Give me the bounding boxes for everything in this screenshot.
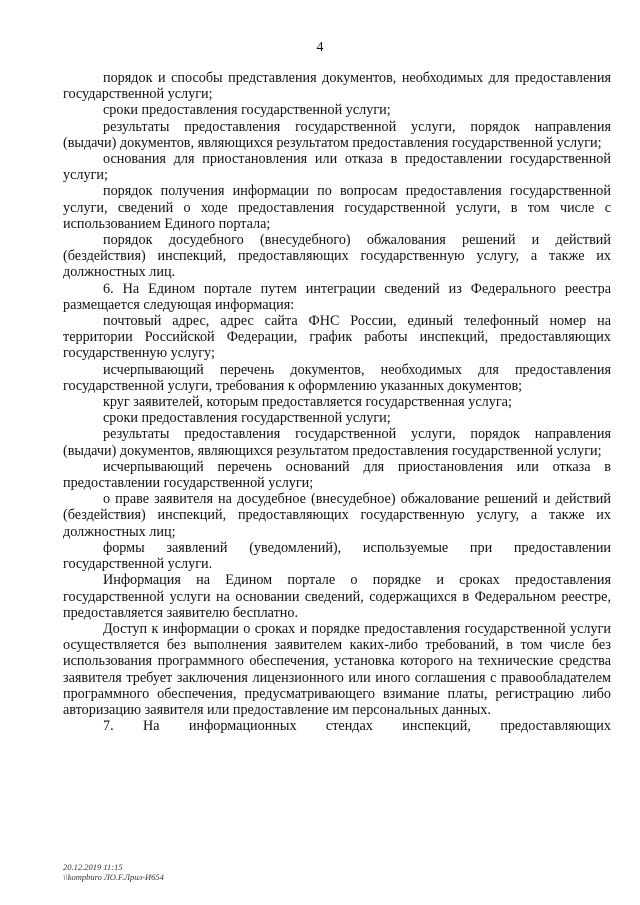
- paragraph: порядок досудебного (внесудебного) обжалования решений и действий (бездействия) инспекций, предоставляющих государственную услугу, а также их должностных лиц.: [63, 232, 611, 281]
- paragraph: порядок получения информации по вопросам предоставления государственной услуги, сведений о ходе предоставления государственной услуги, в том числе с использованием Единого портала;: [63, 183, 611, 232]
- paragraph: основания для приостановления или отказа в предоставлении государственной услуги;: [63, 151, 611, 184]
- document-body: [63, 70, 611, 734]
- page-number: 4: [316, 40, 324, 55]
- paragraph: 7. На информационных стендах инспекций, предоставляющих: [103, 718, 611, 735]
- paragraph: исчерпывающий перечень оснований для приостановления или отказа в предоставлении государственной услуги;: [63, 458, 611, 492]
- footer-timestamp: 20.12.2019 11:15: [63, 862, 123, 872]
- paragraph: исчерпывающий перечень документов, необходимых для предоставления государственной услуги, требования к оформлению указанных документов;: [63, 361, 611, 394]
- footer-file-path: \\kompburo ЛО.F.Лрил-И654: [63, 872, 164, 882]
- paragraph: формы заявлений (уведомлений), используемые при предоставлении государственной услуги.: [63, 539, 611, 573]
- paragraph: круг заявителей, которым предоставляется государственная услуга;: [103, 394, 512, 411]
- paragraph: почтовый адрес, адрес сайта ФНС России, единый телефонный номер на территории Российской Федерации, график работы инспекций, предоставляющих государственную услугу;: [63, 313, 611, 362]
- document-footer: [63, 862, 164, 882]
- paragraph: сроки предоставления государственной услуги;: [103, 410, 391, 427]
- paragraph: о праве заявителя на досудебное (внесудебное) обжалование решений и действий (бездействия) инспекций, предоставляющих государственную услугу, а также их должностных лиц;: [63, 491, 611, 540]
- paragraph: 6. На Едином портале путем интеграции сведений из Федерального реестра размещается следующая информация:: [63, 280, 611, 313]
- paragraph: порядок и способы представления документов, необходимых для предоставления государственной услуги;: [63, 70, 611, 103]
- paragraph: Доступ к информации о сроках и порядке предоставления государственной услуги осуществляется без выполнения заявителем каких-либо требований, в том числе без использования программного обеспечения, установка которого на технические средства заявителя требует заключения лицензионного или иного соглашения с правообладателем программного обеспечения, предусматривающего взимание платы, регистрацию либо авторизацию заявителя или предоставление им персональных данных.: [63, 620, 611, 718]
- paragraph: результаты предоставления государственной услуги, порядок направления (выдачи) документов, являющихся результатом предоставления государственной услуги;: [63, 426, 611, 459]
- paragraph: сроки предоставления государственной услуги;: [103, 102, 391, 119]
- paragraph: Информация на Едином портале о порядке и сроках предоставления государственной услуги на основании сведений, содержащихся в Федеральном реестре, предоставляется заявителю бесплатно.: [63, 572, 611, 621]
- paragraph: результаты предоставления государственной услуги, порядок направления (выдачи) документов, являющихся результатом предоставления государственной услуги;: [63, 118, 611, 151]
